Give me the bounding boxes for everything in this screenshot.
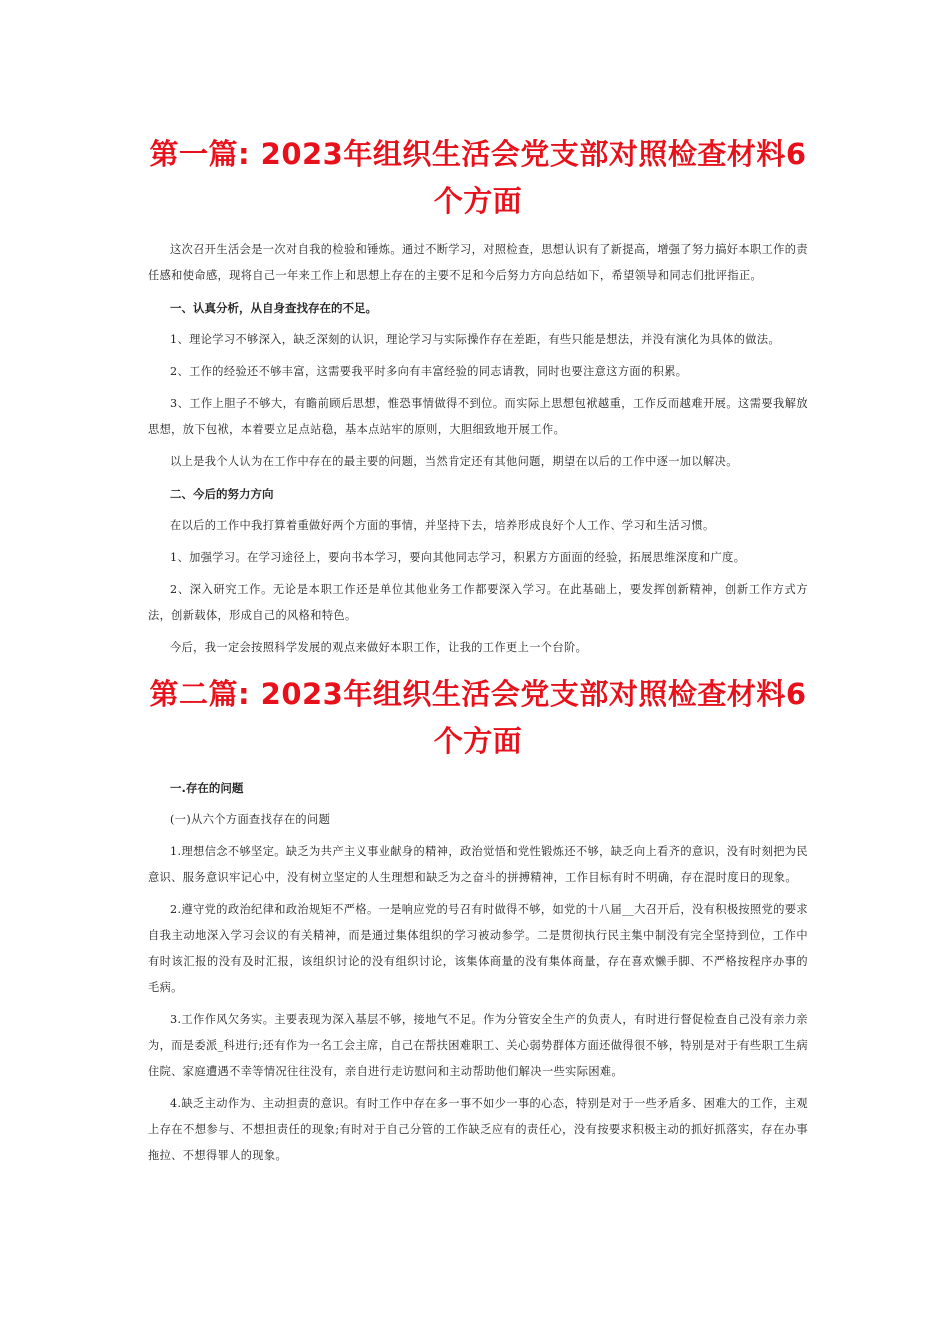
article1-title: 第一篇: 2023年组织生活会党支部对照检查材料6个方面 [149, 137, 807, 218]
article2-p1: 1.理想信念不够坚定。缺乏为共产主义事业献身的精神，政治觉悟和党性锻炼还不够，缺乏向上看齐的意识，没有时刻把为民意识、服务意识牢记心中，没有树立坚定的人生理想和缺乏为之奋斗的拼搏精神，工作目标有时不明确，存在混时度日的现象。 [148, 845, 808, 884]
article1-intro: 这次召开生活会是一次对自我的检验和锤炼。通过不断学习，对照检查，思想认识有了新提高，增强了努力搞好本职工作的责任感和使命感，现将自己一年来工作上和思想上存在的主要不足和今后努力方向总结如下，希望领导和同志们批评指正。 [148, 243, 808, 282]
article2-title: 第二篇: 2023年组织生活会党支部对照检查材料6个方面 [149, 677, 807, 758]
article1-heading2: 二、今后的努力方向 [170, 487, 274, 501]
article2-p3: 3.工作作风欠务实。主要表现为深入基层不够，接地气不足。作为分管安全生产的负责人，有时进行督促检查自己没有亲力亲为，而是委派_科进行;还有作为一名工会主席，自己在帮扶困难职工、关心弱势群体方面还做得很不够，特别是对于有些职工生病住院、家庭遭遇不幸等情况往往没有，亲自进行走访慰问和主动帮助他们解决一些实际困难。 [148, 1013, 808, 1078]
article1-summary: 以上是我个人认为在工作中存在的最主要的问题，当然肯定还有其他问题，期望在以后的工作中逐一加以解决。 [170, 455, 738, 468]
article2-sub1: (一)从六个方面查找存在的问题 [170, 813, 331, 826]
article2-p4: 4.缺乏主动作为、主动担责的意识。有时工作中存在多一事不如少一事的心态，特别是对于一些矛盾多、困难大的工作，主观上存在不想参与、不想担责任的现象;有时对于自己分管的工作缺乏应有的责任心，没有按要求积极主动的抓好抓落实，存在办事拖拉、不想得罪人的现象。 [148, 1097, 808, 1162]
article1-closing: 今后，我一定会按照科学发展的观点来做好本职工作，让我的工作更上一个台阶。 [170, 641, 588, 654]
article1-plan: 在以后的工作中我打算着重做好两个方面的事情，并坚持下去，培养形成良好个人工作、学习和生活习惯。 [170, 519, 715, 532]
article1-heading1: 一、认真分析，从自身查找存在的不足。 [170, 301, 377, 315]
article1-item1: 1、理论学习不够深入，缺乏深刻的认识，理论学习与实际操作存在差距，有些只能是想法，并没有演化为具体的做法。 [170, 333, 781, 346]
article1-plan2: 2、深入研究工作。无论是本职工作还是单位其他业务工作都要深入学习。在此基础上，要发挥创新精神，创新工作方式方法，创新载体，形成自己的风格和特色。 [148, 583, 808, 622]
document-page [148, 0, 808, 1175]
article2-heading1: 一.存在的问题 [170, 781, 244, 795]
article1-item2: 2、工作的经验还不够丰富，这需要我平时多向有丰富经验的同志请教，同时也要注意这方面的积累。 [170, 365, 688, 378]
article1-item3: 3、工作上胆子不够大，有瞻前顾后思想，惟恐事情做得不到位。而实际上思想包袱越重，工作反而越难开展。这需要我解放思想，放下包袱，本着要立足点站稳，基本点站牢的原则，大胆细致地开展工作。 [148, 397, 808, 436]
article2-p2: 2.遵守党的政治纪律和政治规矩不严格。一是响应党的号召有时做得不够，如党的十八届__大召开后，没有积极按照党的要求自我主动地深入学习会议的有关精神，而是通过集体组织的学习被动参学。二是贯彻执行民主集中制没有完全坚持到位，工作中有时该汇报的没有及时汇报，该组织讨论的没有组织讨论，该集体商量的没有集体商量，存在喜欢懒手脚、不严格按程序办事的毛病。 [148, 903, 808, 994]
article1-plan1: 1、加强学习。在学习途径上，要向书本学习，要向其他同志学习，积累方方面面的经验，拓展思维深度和广度。 [170, 551, 746, 564]
